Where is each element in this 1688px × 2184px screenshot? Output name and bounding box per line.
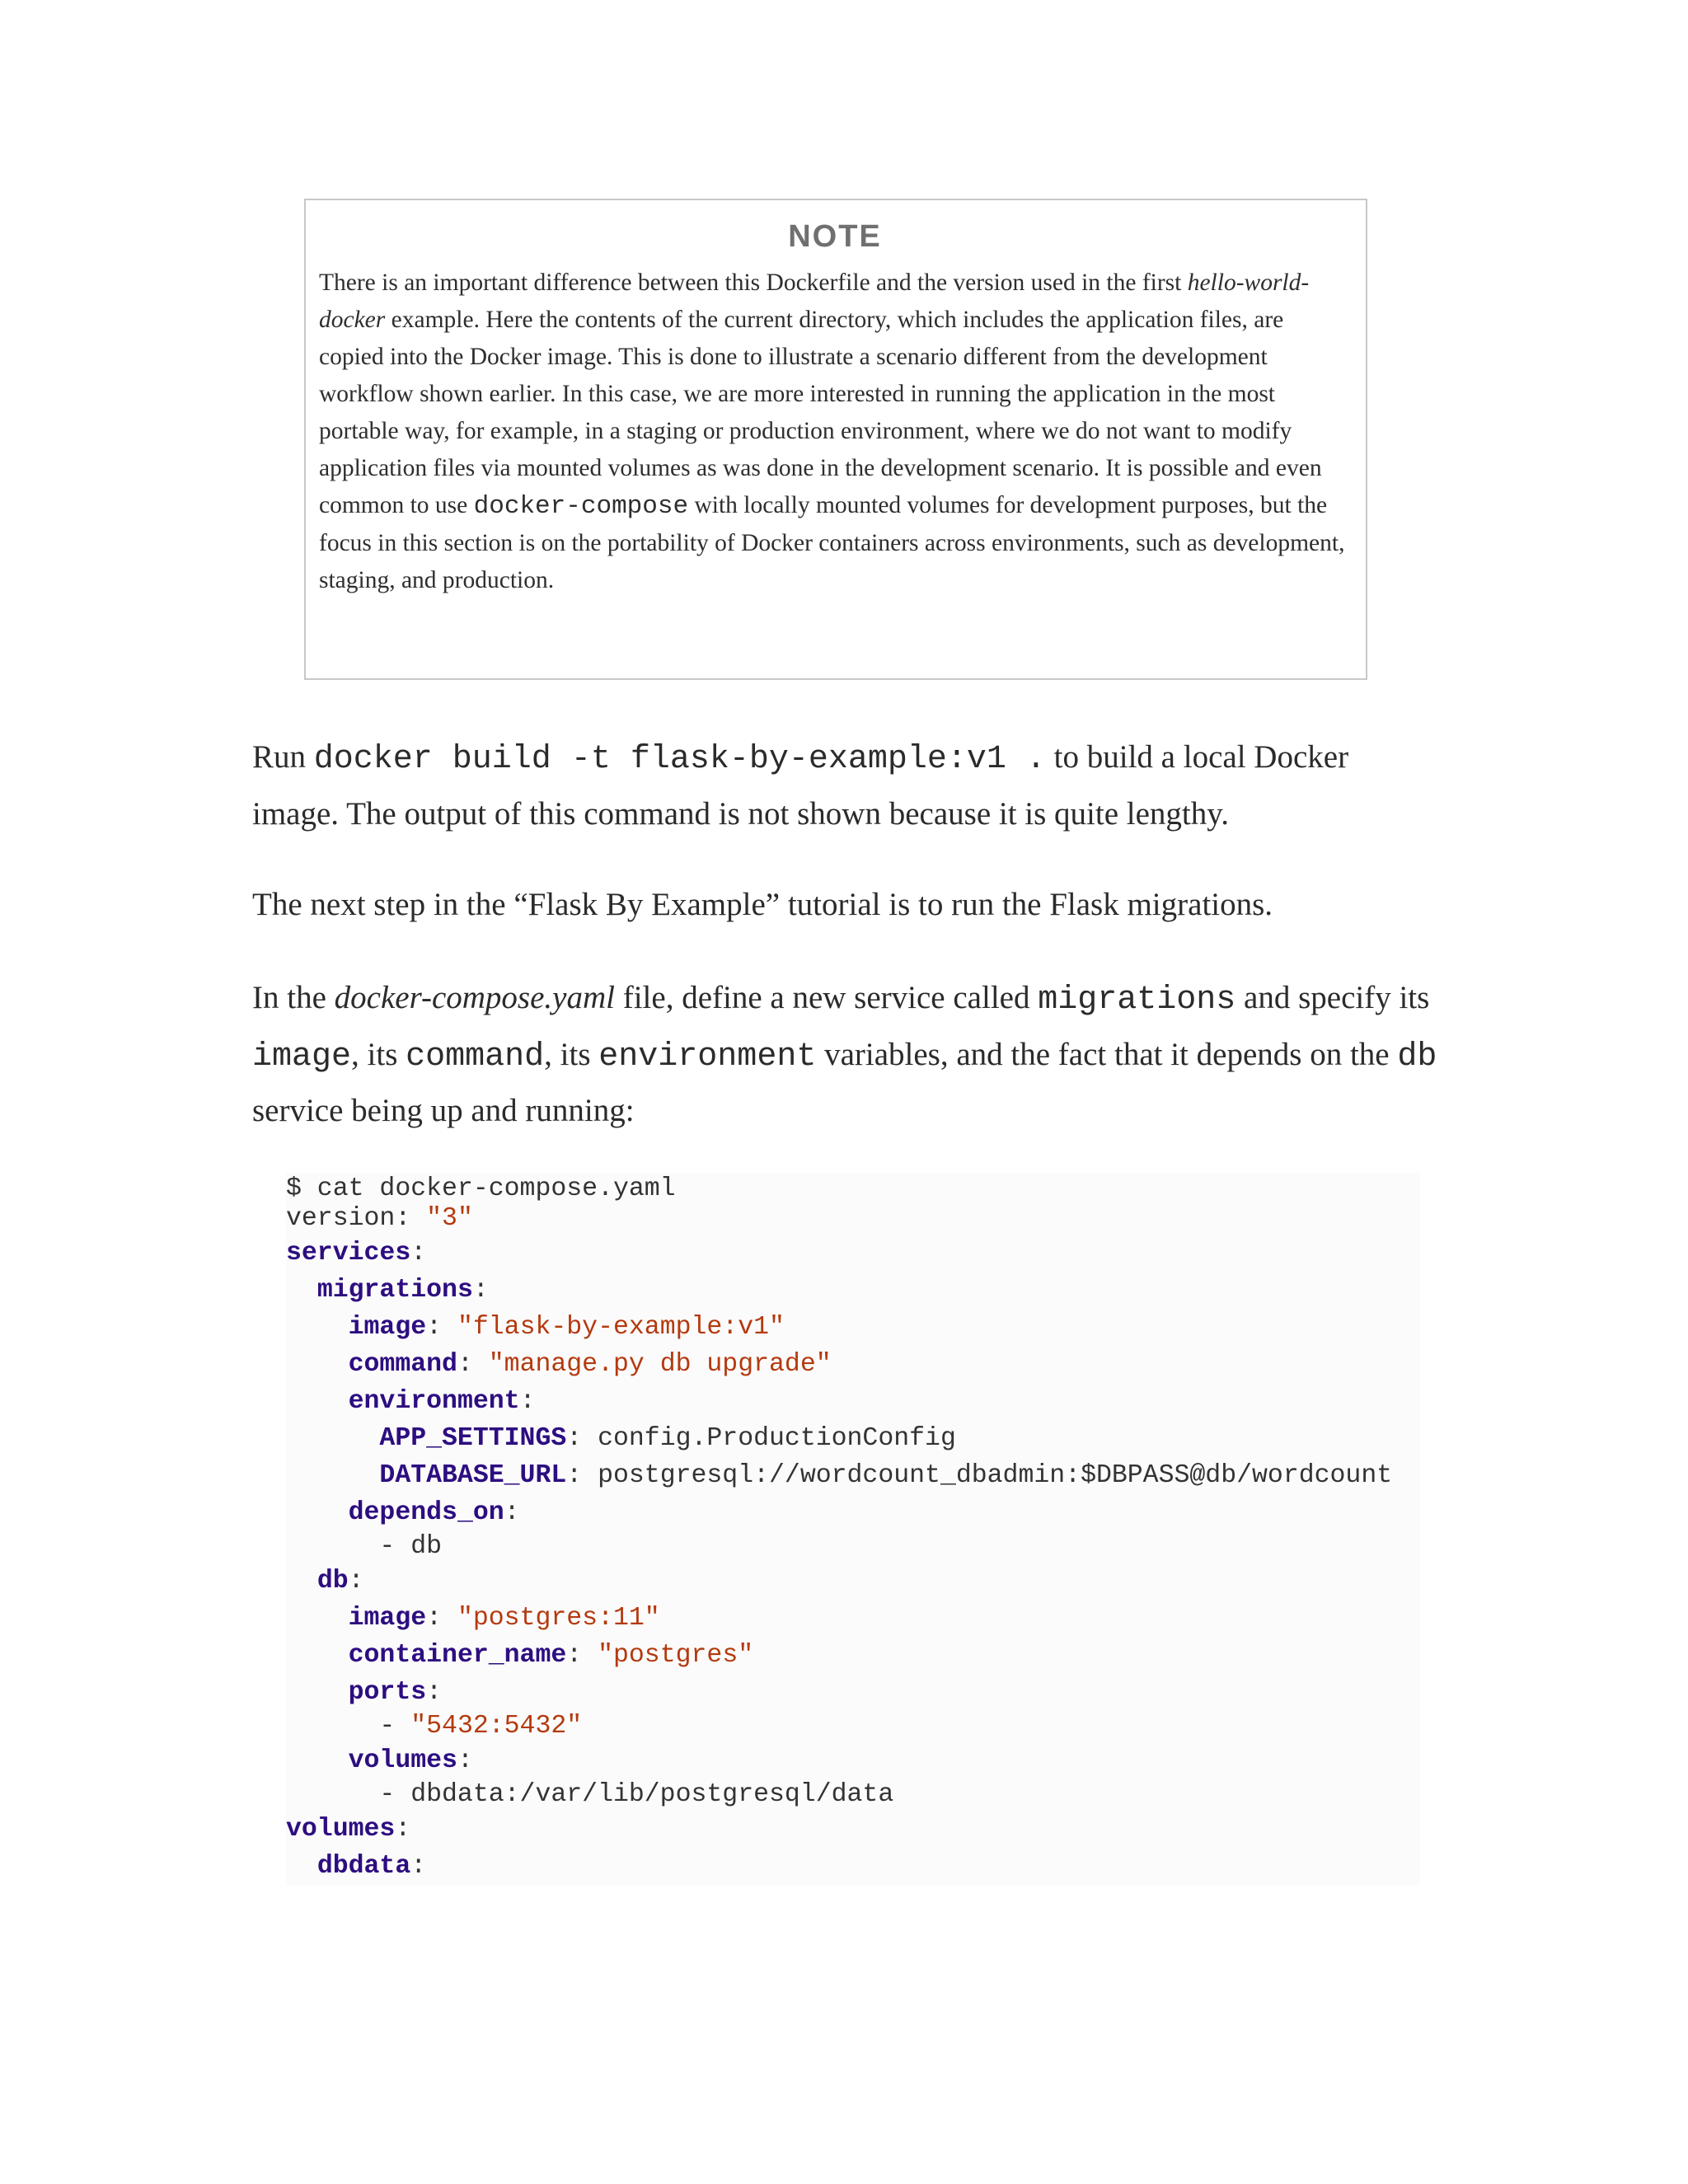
code-value: postgresql://wordcount_dbadmin:$DBPASS@db/wordcount bbox=[598, 1461, 1393, 1490]
code-key: environment bbox=[348, 1387, 520, 1416]
code-line bbox=[286, 1850, 426, 1883]
code-command: $ cat docker-compose.yaml bbox=[286, 1174, 676, 1203]
code-key: DATABASE_URL bbox=[379, 1461, 567, 1490]
code-string: "flask-by-example:v1" bbox=[457, 1313, 785, 1342]
code-colon: : bbox=[426, 1678, 443, 1707]
code-block bbox=[286, 1173, 1420, 1886]
code-string: "postgres" bbox=[598, 1641, 754, 1670]
code-line bbox=[286, 1460, 1392, 1493]
para3-t1: In the bbox=[252, 980, 335, 1015]
code-colon: : bbox=[395, 1204, 411, 1233]
code-colon: : bbox=[395, 1815, 411, 1844]
code-dash: - bbox=[379, 1712, 411, 1741]
code-colon: : bbox=[566, 1461, 583, 1490]
code-line bbox=[286, 1779, 893, 1811]
note-text-1: There is an important difference between this Dockerfile and the version used in the first bbox=[319, 269, 1188, 296]
code-line bbox=[286, 1202, 473, 1235]
para3-t3: and specify its bbox=[1236, 980, 1430, 1015]
code-key: container_name bbox=[348, 1641, 567, 1670]
code-string: "manage.py db upgrade" bbox=[488, 1350, 832, 1379]
note-title: NOTE bbox=[788, 219, 882, 254]
code-key: db bbox=[316, 1567, 349, 1596]
para3-filename: docker-compose.yaml bbox=[334, 980, 615, 1015]
note-box bbox=[304, 199, 1367, 680]
code-colon: : bbox=[410, 1852, 427, 1881]
para1-pre: Run bbox=[252, 739, 314, 775]
code-line bbox=[286, 1565, 364, 1598]
para3-t7: service being up and running: bbox=[252, 1093, 635, 1128]
code-value: - db bbox=[379, 1532, 443, 1561]
code-line bbox=[286, 1385, 535, 1418]
build-command: docker build -t flask-by-example:v1 . bbox=[313, 741, 1046, 778]
para1-post: to build a local Docker image. The output of this command is not shown because it is quite lengthy. bbox=[252, 739, 1349, 832]
code-line bbox=[286, 1530, 442, 1563]
code-line bbox=[286, 1813, 410, 1846]
code-colon: : bbox=[348, 1567, 364, 1596]
code-value: config.ProductionConfig bbox=[598, 1424, 956, 1453]
code-line bbox=[286, 1311, 785, 1344]
para3-t4: , its bbox=[351, 1036, 406, 1072]
note-code: docker-compose bbox=[473, 492, 689, 521]
note-text-3: with locally mounted volumes for development purposes, but the focus in this section is on the portability of Docker containers across environments, such as development, staging, and production. bbox=[319, 492, 1345, 593]
code-line bbox=[286, 1274, 489, 1307]
code-string: "5432:5432" bbox=[410, 1712, 583, 1741]
code-key: ports bbox=[348, 1678, 427, 1707]
code-line bbox=[286, 1745, 473, 1778]
code-string: "3" bbox=[426, 1204, 473, 1233]
note-text-italic: hello-world-docker bbox=[319, 269, 1310, 333]
code-line bbox=[286, 1237, 426, 1270]
code-key: image bbox=[348, 1604, 427, 1633]
code-line bbox=[286, 1602, 660, 1635]
code-key: volumes bbox=[348, 1746, 457, 1775]
para3-t6: variables, and the fact that it depends on the bbox=[816, 1036, 1398, 1072]
code-string: "postgres:11" bbox=[457, 1604, 660, 1633]
code-colon: : bbox=[504, 1498, 520, 1527]
code-key: volumes bbox=[286, 1815, 396, 1844]
code-key: command bbox=[348, 1350, 457, 1379]
code-line bbox=[286, 1710, 582, 1743]
code-key: image bbox=[348, 1313, 427, 1342]
para3-t2: file, define a new service called bbox=[614, 980, 1039, 1015]
para3-code-db: db bbox=[1397, 1038, 1437, 1076]
paragraph-build bbox=[252, 730, 1439, 841]
code-line bbox=[286, 1422, 956, 1455]
para3-code-command: command bbox=[406, 1038, 545, 1076]
code-value: - dbdata:/var/lib/postgresql/data bbox=[379, 1780, 894, 1809]
code-line bbox=[286, 1348, 832, 1381]
code-key: dbdata bbox=[316, 1852, 411, 1881]
code-key: version bbox=[286, 1204, 396, 1233]
code-colon: : bbox=[457, 1746, 473, 1775]
code-key: services bbox=[286, 1239, 411, 1268]
code-line bbox=[286, 1639, 753, 1672]
code-key: APP_SETTINGS bbox=[379, 1424, 567, 1453]
code-colon: : bbox=[426, 1604, 443, 1633]
code-line bbox=[286, 1173, 676, 1206]
paragraph-next-step: The next step in the “Flask By Example” tutorial is to run the Flask migrations. bbox=[252, 887, 1273, 922]
para3-t5: , its bbox=[544, 1036, 599, 1072]
para3-code-image: image bbox=[252, 1038, 352, 1076]
paragraph-migrations bbox=[252, 971, 1439, 1138]
code-colon: : bbox=[472, 1276, 489, 1305]
code-line bbox=[286, 1676, 442, 1709]
code-colon: : bbox=[519, 1387, 536, 1416]
code-line bbox=[286, 1497, 520, 1530]
note-text-2: example. Here the contents of the current directory, which includes the application files, are copied into the Docker image. This is done to illustrate a scenario different from the development workflow shown earlier. In this case, we are more interested in running the application in the most portable way, for example, in a staging or production environment, where we do not want to modify application files via mounted volumes as was done in the development scenario. It is possible and even common to use bbox=[319, 307, 1322, 518]
code-colon: : bbox=[566, 1424, 583, 1453]
note-body bbox=[319, 265, 1351, 599]
code-key: migrations bbox=[316, 1276, 473, 1305]
para3-code-environment: environment bbox=[598, 1038, 817, 1076]
code-colon: : bbox=[457, 1350, 473, 1379]
code-colon: : bbox=[410, 1239, 427, 1268]
para3-code-migrations: migrations bbox=[1038, 982, 1236, 1019]
code-colon: : bbox=[566, 1641, 583, 1670]
code-colon: : bbox=[426, 1313, 443, 1342]
code-key: depends_on bbox=[348, 1498, 504, 1527]
